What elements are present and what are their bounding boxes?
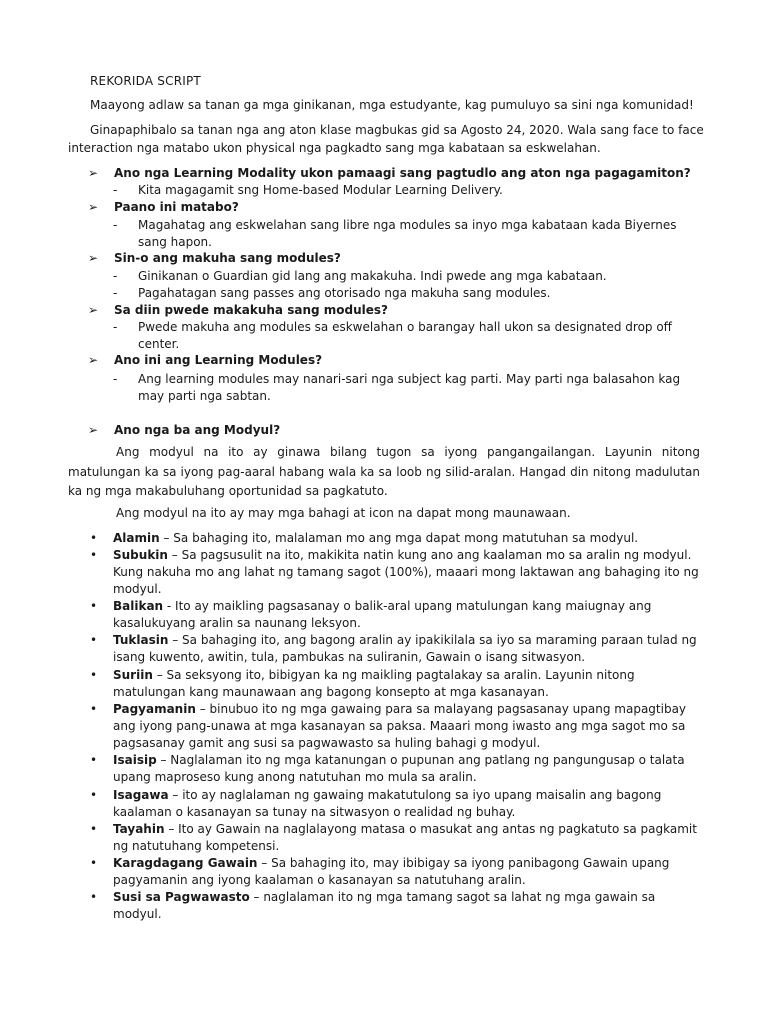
part-desc: – Sa bahaging ito, malalaman mo ang mga dapat mong matutuhan sa modyul. xyxy=(159,531,639,545)
announcement-paragraph xyxy=(68,122,708,157)
round-bullet-icon: • xyxy=(90,702,98,716)
arrowhead-bullet-icon: ➢ xyxy=(88,251,99,265)
part-desc: – Naglalaman ito ng mga katanungan o pupunan ang patlang ng pangungusap o talata upang maproseso kung anong natutuhan mo mula sa aralin. xyxy=(113,753,685,784)
faq-question-text: Ano nga Learning Modality ukon pamaagi sang pagtudlo ang aton nga pagagamiton? xyxy=(114,166,691,180)
arrowhead-bullet-icon: ➢ xyxy=(88,423,99,437)
faq-answer-1 xyxy=(113,182,703,199)
part-item-subukin xyxy=(90,547,700,598)
document-title: REKORIDA SCRIPT xyxy=(90,74,201,88)
dash-bullet: - xyxy=(113,183,118,197)
faq-answer-text: Magahatag ang eskwelahan sang libre nga modules sa inyo mga kabataan kada Biyernes sang hapon. xyxy=(138,218,677,249)
part-term: Tuklasin xyxy=(113,633,169,647)
part-item-isaisip xyxy=(90,752,700,786)
modyul-paragraph xyxy=(68,443,700,502)
round-bullet-icon: • xyxy=(90,788,98,802)
faq-question-text: Sin-o ang makuha sang modules? xyxy=(114,251,341,265)
dash-bullet: - xyxy=(113,218,118,232)
faq-answer-text: Pwede makuha ang modules sa eskwelahan o barangay hall ukon sa designated drop off center. xyxy=(138,320,672,351)
part-desc: – Sa seksyong ito, bibigyan ka ng maikling pagtalakay sa aralin. Layunin nitong matulungan kang maunawaan ang bagong konsepto at mga kasanayan. xyxy=(113,668,635,699)
faq-answer-5 xyxy=(113,371,703,405)
faq-question-text: Paano ini matabo? xyxy=(114,200,239,214)
faq-answer-text: Ang learning modules may nanari-sari nga subject kag parti. May parti nga balasahon kag may parti nga sabtan. xyxy=(138,372,681,403)
round-bullet-icon: • xyxy=(90,890,98,904)
part-term: Karagdagang Gawain xyxy=(113,856,258,870)
part-item-balikan xyxy=(90,598,700,632)
part-desc: – naglalaman ito ng mga tamang sagot sa lahat ng mga gawain sa modyul. xyxy=(113,890,656,921)
part-term: Pagyamanin xyxy=(113,702,196,716)
announcement-text: Ginapaphibalo sa tanan nga ang aton klase magbukas gid sa Agosto 24, 2020. Wala sang face to face interaction nga matabo ukon physical nga pagkadto sang mga kabataan sa eskwelahan. xyxy=(68,123,704,155)
part-item-pagyamanin xyxy=(90,701,700,752)
faq-question-5 xyxy=(88,353,322,367)
modyul-paragraph-text: Ang modyul na ito ay ginawa bilang tugon sa iyong pangangailangan. Layunin nitong matulungan ka sa iyong pag-aaral habang wala ka sa loob ng silid-aralan. Hangad din nitong madulutan ka ng mga makabuluhang oportunidad sa pagkatuto. xyxy=(68,445,700,498)
part-desc: – Sa bahaging ito, may ibibigay sa iyong panibagong Gawain upang pagyamanin ang iyong kaalaman o kasanayan sa natutuhang aralin. xyxy=(113,856,670,887)
part-desc: – Sa pagsusulit na ito, makikita natin kung ano ang kaalaman mo sa aralin ng modyul. Kung nakuha mo ang lahat ng tamang sagot (100%), maaari mong laktawan ang bahaging ito ng modyul. xyxy=(113,548,699,596)
faq-question-text: Ano nga ba ang Modyul? xyxy=(114,423,281,437)
part-desc: – Sa bahaging ito, ang bagong aralin ay ipakikilala sa iyo sa maraming paraan tulad ng isang kuwento, awitin, tula, pambukas na suliranin, Gawain o isang sitwasyon. xyxy=(113,633,697,664)
round-bullet-icon: • xyxy=(90,822,98,836)
faq-question-4 xyxy=(88,303,388,317)
parts-intro: Ang modyul na ito ay may mga bahagi at icon na dapat mong maunawaan. xyxy=(116,506,571,520)
faq-answer-4 xyxy=(113,319,703,353)
round-bullet-icon: • xyxy=(90,753,98,767)
faq-question-text: Sa diin pwede makakuha sang modules? xyxy=(114,303,388,317)
part-item-isagawa xyxy=(90,787,700,821)
part-term: Isaisip xyxy=(113,753,157,767)
dash-bullet: - xyxy=(113,372,118,386)
part-item-suriin xyxy=(90,667,700,701)
dash-bullet: - xyxy=(113,286,118,300)
faq-answer-3b xyxy=(113,285,703,302)
part-desc: – ito ay naglalaman ng gawaing makatutulong sa iyo upang maisalin ang bagong kaalaman o kasanayan sa tunay na sitwasyon o realidad ng buhay. xyxy=(113,788,662,819)
part-term: Suriin xyxy=(113,668,153,682)
arrowhead-bullet-icon: ➢ xyxy=(88,353,99,367)
arrowhead-bullet-icon: ➢ xyxy=(88,166,99,180)
faq-question-6 xyxy=(88,423,280,437)
round-bullet-icon: • xyxy=(90,633,98,647)
part-term: Susi sa Pagwawasto xyxy=(113,890,250,904)
part-item-susi-sa-pagwawasto xyxy=(90,889,700,923)
part-desc: - Ito ay maikling pagsasanay o balik-aral upang matulungan kang maiugnay ang kasalukuyang aralin sa naunang leksyon. xyxy=(113,599,652,630)
faq-answer-3a xyxy=(113,268,703,285)
dash-bullet: - xyxy=(113,320,118,334)
part-term: Isagawa xyxy=(113,788,169,802)
greeting-paragraph: Maayong adlaw sa tanan ga mga ginikanan, mga estudyante, kag pumuluyo sa sini nga komunidad! xyxy=(90,98,694,112)
round-bullet-icon: • xyxy=(90,856,98,870)
part-desc: – Ito ay Gawain na naglalayong matasa o masukat ang antas ng pagkatuto sa pagkamit ng natutuhang kompetensi. xyxy=(113,822,697,853)
faq-question-2 xyxy=(88,200,239,214)
round-bullet-icon: • xyxy=(90,668,98,682)
part-term: Subukin xyxy=(113,548,168,562)
faq-answer-text: Kita magagamit sng Home-based Modular Learning Delivery. xyxy=(138,183,503,197)
faq-answer-text: Pagahatagan sang passes ang otorisado nga makuha sang modules. xyxy=(138,286,551,300)
round-bullet-icon: • xyxy=(90,599,98,613)
part-term: Balikan xyxy=(113,599,164,613)
part-item-karagdagang-gawain xyxy=(90,855,700,889)
part-item-tayahin xyxy=(90,821,700,855)
part-desc: – binubuo ito ng mga gawaing para sa malayang pagsasanay upang mapagtibay ang iyong pang-unawa at mga kasanayan sa paksa. Maaari mong iwasto ang mga sagot mo sa pagsasanay gamit ang susi sa pagwawasto sa huling bahagi g modyul. xyxy=(113,702,687,750)
part-item-tuklasin xyxy=(90,632,700,666)
part-item-alamin xyxy=(90,530,700,547)
round-bullet-icon: • xyxy=(90,531,98,545)
faq-answer-2 xyxy=(113,217,703,251)
faq-question-3 xyxy=(88,251,341,265)
faq-question-1 xyxy=(88,166,691,180)
dash-bullet: - xyxy=(113,269,118,283)
faq-answer-text: Ginikanan o Guardian gid lang ang makakuha. Indi pwede ang mga kabataan. xyxy=(138,269,607,283)
arrowhead-bullet-icon: ➢ xyxy=(88,200,99,214)
arrowhead-bullet-icon: ➢ xyxy=(88,303,99,317)
faq-question-text: Ano ini ang Learning Modules? xyxy=(114,353,323,367)
part-term: Alamin xyxy=(113,531,160,545)
part-term: Tayahin xyxy=(113,822,165,836)
round-bullet-icon: • xyxy=(90,548,98,562)
